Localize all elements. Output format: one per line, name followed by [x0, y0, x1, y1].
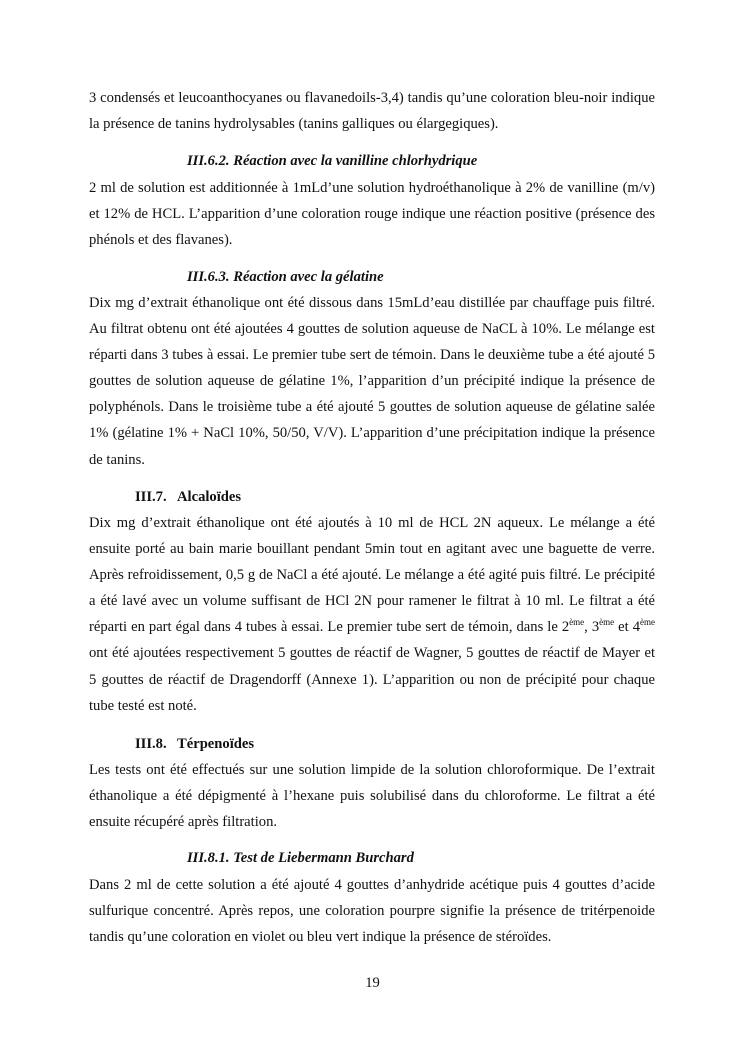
paragraph-vanilline: 2 ml de solution est additionnée à 1mLd’une solution hydroéthanolique à 2% de vanilline (m/v) et 12% de HCL. L’apparition d’une coloration rouge indique une réaction positive (présence des phénols et des flavanes). — [89, 180, 655, 249]
heading-title: Alcaloïdes — [177, 489, 242, 505]
paragraph-gelatine: Dix mg d’extrait éthanolique ont été dissous dans 15mLd’eau distillée par chauffage puis filtré. Au filtrat obtenu ont été ajoutées 4 gouttes de solution aqueuse de NaCL à 10%. Le mélange est réparti dans 3 tubes à essai. Le premier tube sert de témoin. Dans le deuxième tube a été ajouté 5 gouttes de solution aqueuse de gélatine 1%, l’apparition d’un précipité indique la présence de polyphénols. Dans le troisième tube a été ajouté 5 gouttes de solution aqueuse de gélatine salée 1% (gélatine 1% + NaCl 10%, 50/50, V/V). L’apparition d’une précipitation indique la présence de tanins. — [89, 295, 655, 468]
heading-2-terpenoides — [89, 734, 655, 754]
text-run: , — [584, 619, 592, 636]
superscript: ème — [599, 617, 615, 628]
heading-title: Térpenoïdes — [177, 736, 255, 752]
heading-3-gelatine: III.6.3. Réaction avec la gélatine — [187, 269, 384, 285]
text-run: et — [614, 619, 633, 636]
paragraph-tanins-conclusion: 3 condensés et leucoanthocyanes ou flavanedoils-3,4) tandis qu’une coloration bleu-noir indique la présence de tanins hydrolysables (tanins galliques ou élargegiques). — [89, 90, 655, 133]
heading-3-vanilline: III.6.2. Réaction avec la vanilline chlorhydrique — [187, 153, 478, 169]
paragraph-terpenoides: Les tests ont été effectués sur une solution limpide de la solution chloroformique. De l’extrait éthanolique a été dépigmenté à l’hexane puis solubilisé dans du chloroforme. Le filtrat a été ensuite récupéré après filtration. — [89, 762, 655, 831]
heading-3-liebermann: III.8.1. Test de Liebermann Burchard — [187, 850, 414, 866]
text-run: Dix mg d’extrait éthanolique ont été ajoutés à 10 ml de HCL 2N aqueux. Le mélange a été ensuite porté au bain marie bouillant pendant 5min tout en agitant avec une baguette de verre. Après refroidissement, 0,5 g de NaCl a été ajouté. Le mélange a été agité puis filtré. Le précipité a été lavé avec un volume suffisant de HCl 2N pour ramener le filtrat à 10 ml. Le filtrat a été réparti en part égal dans 4 tubes à essai. Le premier tube sert de témoin, dans le — [89, 515, 655, 636]
heading-number: III.7. — [135, 489, 167, 505]
text-run: 2 — [561, 619, 570, 636]
paragraph-alcaloides — [89, 510, 655, 719]
superscript: ème — [569, 617, 585, 628]
heading-number: III.8. — [135, 736, 167, 752]
text-run: 4 — [632, 619, 640, 636]
superscript: ème — [640, 617, 655, 628]
text-run: ont été ajoutées respectivement 5 gouttes de réactif de Wagner, 5 gouttes de réactif de Mayer et 5 gouttes de réactif de Dragendorff (Annexe 1). L’apparition ou non de précipité pour chaque tube testé est noté. — [89, 645, 655, 714]
text-run: 3 — [591, 619, 600, 636]
page-number: 19 — [365, 975, 380, 991]
heading-2-alcaloides — [89, 487, 655, 507]
paragraph-liebermann: Dans 2 ml de cette solution a été ajouté 4 gouttes d’anhydride acétique puis 4 gouttes d’acide sulfurique concentré. Après repos, une coloration pourpre signifie la présence de tritérpenoide tandis qu’une coloration en violet ou bleu vert indique la présence de stéroïdes. — [89, 877, 655, 946]
